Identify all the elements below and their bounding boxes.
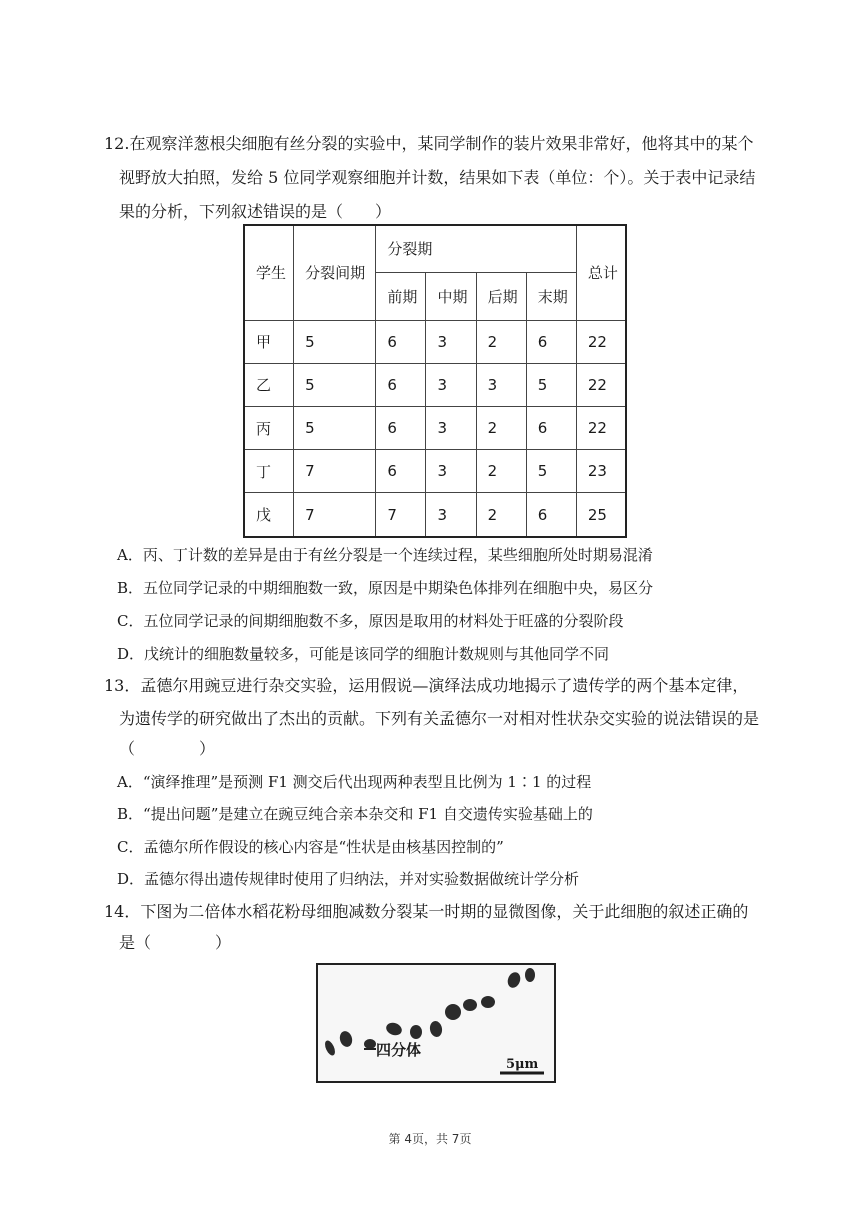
table-cell: 5 — [526, 363, 576, 406]
chromosome-blob — [429, 1020, 444, 1038]
table-cell: 戊 — [244, 493, 294, 537]
header-prophase: 前期 — [376, 272, 426, 320]
q13-line-1: 13．孟德尔用豌豆进行杂交实验，运用假说—演绎法成功地揭示了遗传学的两个基本定律， — [104, 676, 749, 695]
header-telophase: 末期 — [526, 272, 576, 320]
table-cell: 5 — [294, 363, 376, 406]
chromosome-blob — [445, 1004, 461, 1020]
q12-option-c: C．五位同学记录的间期细胞数不多，原因是取用的材料处于旺盛的分裂阶段 — [117, 612, 624, 630]
header-student: 学生 — [244, 225, 294, 320]
chromosome-blob — [463, 999, 477, 1011]
q12-option-d: D．戊统计的细胞数量较多，可能是该同学的细胞计数规则与其他同学不同 — [117, 645, 610, 663]
chromosome-blob — [481, 996, 495, 1008]
chromosome-blob — [506, 970, 523, 989]
header-anaphase: 后期 — [476, 272, 526, 320]
chromosome-blob — [364, 1039, 376, 1049]
table-row — [244, 363, 626, 406]
q13-option-a: A．“演绎推理”是预测 F1 测交后代出现两种表型且比例为 1∶1 的过程 — [117, 773, 592, 791]
table-cell: 22 — [576, 406, 626, 449]
table-cell: 5 — [526, 450, 576, 493]
q13-line-3: （ ） — [119, 739, 216, 758]
table-cell: 3 — [426, 450, 476, 493]
q14-line-2: 是（ ） — [119, 933, 232, 952]
table-cell: 23 — [576, 450, 626, 493]
table-cell: 3 — [426, 363, 476, 406]
table-cell: 6 — [376, 363, 426, 406]
table-cell: 22 — [576, 363, 626, 406]
header-interphase: 分裂间期 — [294, 225, 376, 320]
header-division-phase: 分裂期 — [376, 225, 577, 272]
chromosome-blob — [384, 1021, 403, 1038]
table-cell: 6 — [376, 320, 426, 363]
q12-option-a: A．丙、丁计数的差异是由于有丝分裂是一个连续过程，某些细胞所处时期易混淆 — [117, 546, 653, 564]
table-cell: 3 — [476, 363, 526, 406]
chromosome-blob — [323, 1039, 337, 1057]
q13-option-b: B．“提出问题”是建立在豌豆纯合亲本杂交和 F1 自交遗传实验基础上的 — [117, 805, 593, 823]
q12-line-2: 视野放大拍照，发给 5 位同学观察细胞并计数，结果如下表（单位：个）。关于表中记录结 — [119, 168, 756, 187]
page-footer: 第 4页，共 7页 — [388, 1132, 472, 1146]
header-total: 总计 — [576, 225, 626, 320]
table-cell: 6 — [526, 493, 576, 537]
tetrad-label: 四分体 — [376, 1041, 422, 1059]
table-cell: 5 — [294, 320, 376, 363]
q12-option-b: B．五位同学记录的中期细胞数一致，原因是中期染色体排列在细胞中央，易区分 — [117, 579, 654, 597]
chromosome-blob — [338, 1030, 354, 1049]
table-cell: 7 — [294, 493, 376, 537]
table-row — [244, 320, 626, 363]
table-cell: 7 — [376, 493, 426, 537]
q12-line-3: 果的分析，下列叙述错误的是（ ） — [119, 202, 392, 221]
table-cell: 6 — [376, 406, 426, 449]
table-row — [244, 406, 626, 449]
table-cell: 3 — [426, 406, 476, 449]
table-cell: 3 — [426, 493, 476, 537]
table-cell: 22 — [576, 320, 626, 363]
table-row — [244, 450, 626, 493]
table-cell: 7 — [294, 450, 376, 493]
table-cell: 2 — [476, 450, 526, 493]
q13-line-2: 为遗传学的研究做出了杰出的贡献。下列有关孟德尔一对相对性状杂交实验的说法错误的是 — [119, 709, 760, 728]
table-cell: 丁 — [244, 450, 294, 493]
chromosome-micrograph — [318, 965, 554, 1081]
table-cell: 丙 — [244, 406, 294, 449]
q14-line-1: 14．下图为二倍体水稻花粉母细胞减数分裂某一时期的显微图像，关于此细胞的叙述正确的 — [104, 902, 749, 921]
q12-line-1: 12.在观察洋葱根尖细胞有丝分裂的实验中，某同学制作的装片效果非常好，他将其中的某个 — [104, 134, 754, 153]
chromosome-blob — [410, 1025, 422, 1039]
table-cell: 5 — [294, 406, 376, 449]
table-cell: 2 — [476, 493, 526, 537]
table-cell: 6 — [526, 406, 576, 449]
chromosome-blob — [525, 968, 535, 982]
table-cell: 3 — [426, 320, 476, 363]
micrograph-figure — [316, 963, 556, 1083]
scale-bar-label: 5μm — [506, 1057, 539, 1072]
header-metaphase: 中期 — [426, 272, 476, 320]
table-cell: 甲 — [244, 320, 294, 363]
q13-option-c: C．孟德尔所作假设的核心内容是“性状是由核基因控制的” — [117, 838, 504, 856]
table-cell: 2 — [476, 320, 526, 363]
table-cell: 2 — [476, 406, 526, 449]
table-cell: 6 — [526, 320, 576, 363]
table-cell: 乙 — [244, 363, 294, 406]
table-cell: 6 — [376, 450, 426, 493]
q13-option-d: D．孟德尔得出遗传规律时使用了归纳法，并对实验数据做统计学分析 — [117, 870, 580, 888]
table-row — [244, 493, 626, 537]
q12-cell-count-table — [243, 224, 627, 538]
table-cell: 25 — [576, 493, 626, 537]
